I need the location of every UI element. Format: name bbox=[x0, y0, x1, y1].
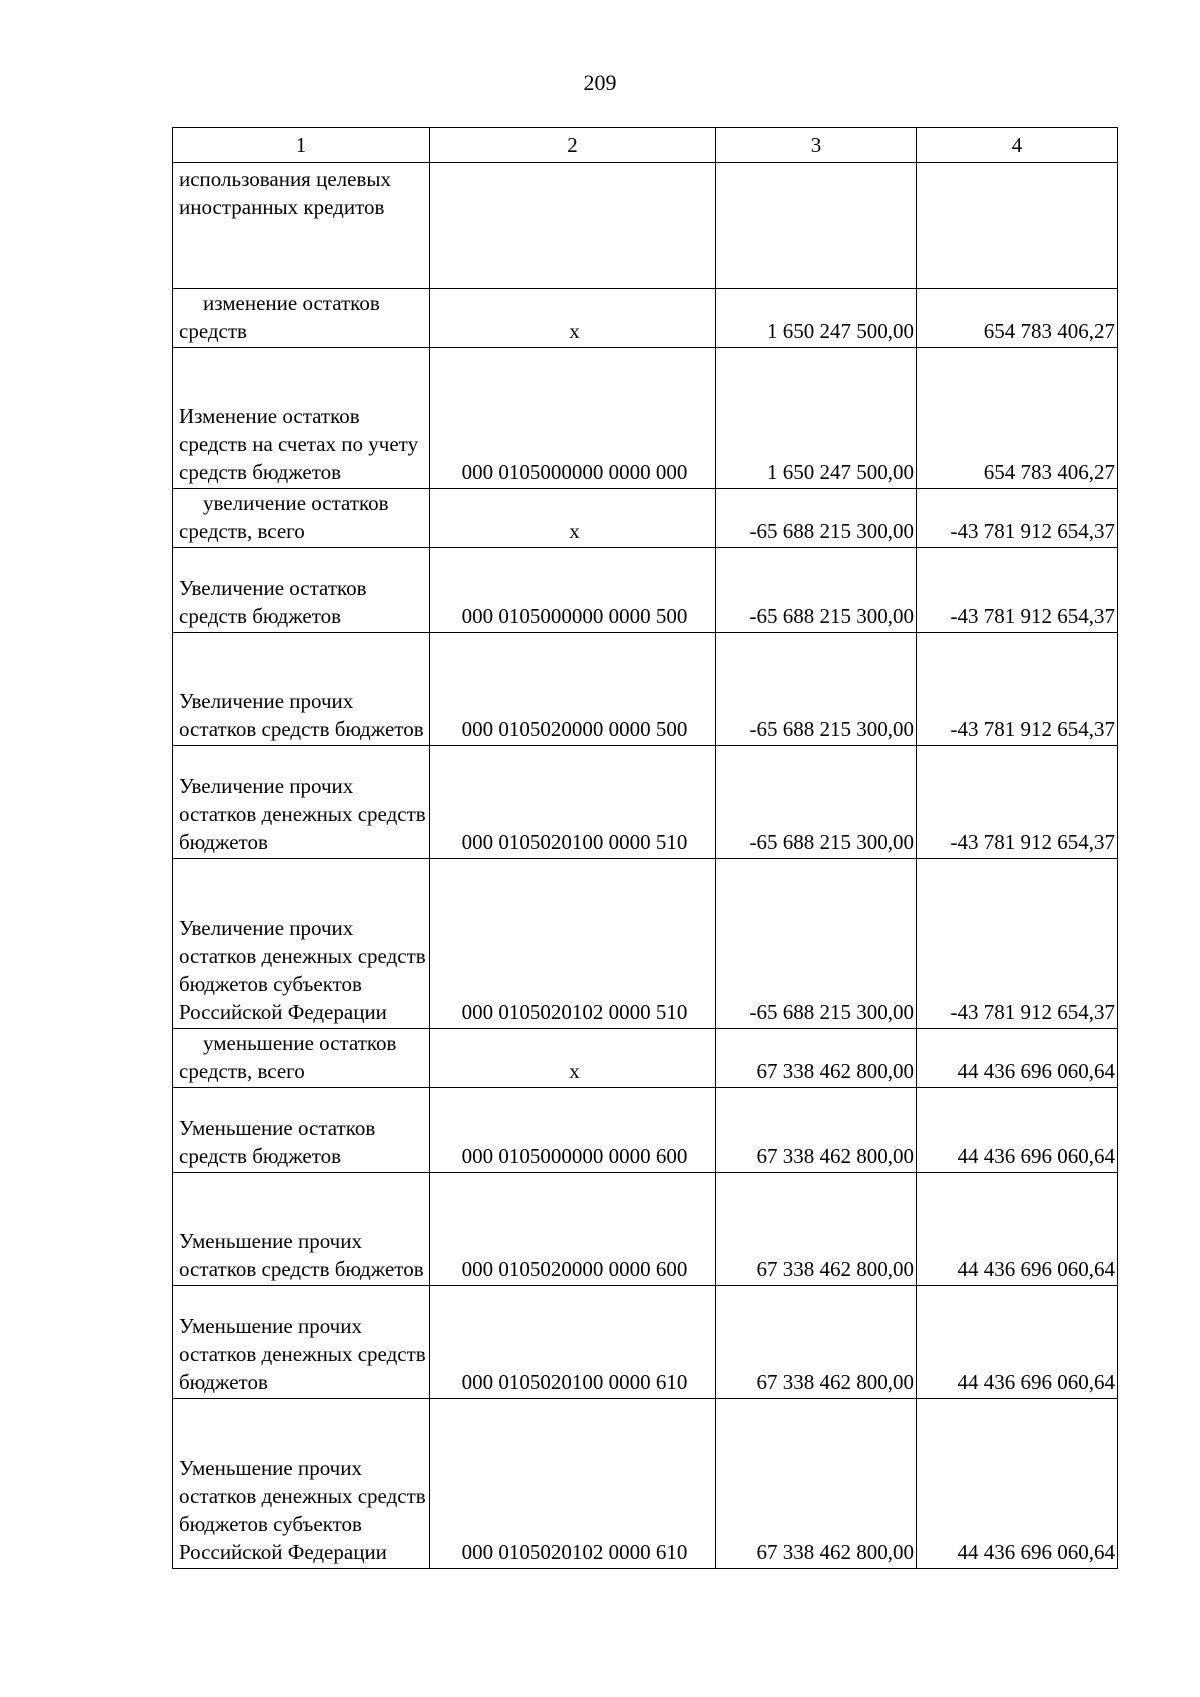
row-value-col4: 654 783 406,27 bbox=[917, 348, 1118, 489]
row-name: Изменение остатков средств на счетах по учету средств бюджетов bbox=[173, 348, 430, 489]
row-code: x bbox=[430, 289, 716, 348]
table-row bbox=[173, 548, 1118, 633]
row-code: 000 0105020102 0000 610 bbox=[430, 1399, 716, 1569]
table-row bbox=[173, 489, 1118, 548]
row-value-col3: 67 338 462 800,00 bbox=[716, 1399, 917, 1569]
row-value-col3: -65 688 215 300,00 bbox=[716, 489, 917, 548]
row-value-col4: 44 436 696 060,64 bbox=[917, 1286, 1118, 1399]
row-value-col4: -43 781 912 654,37 bbox=[917, 859, 1118, 1029]
page-number: 209 bbox=[583, 70, 617, 95]
row-code: 000 0105000000 0000 000 bbox=[430, 348, 716, 489]
row-value-col3: 1 650 247 500,00 bbox=[716, 348, 917, 489]
row-name: Уменьшение остатков средств бюджетов bbox=[173, 1088, 430, 1173]
row-value-col3: 67 338 462 800,00 bbox=[716, 1173, 917, 1286]
table-row bbox=[173, 859, 1118, 1029]
row-code: 000 0105020000 0000 600 bbox=[430, 1173, 716, 1286]
row-value-col3: 67 338 462 800,00 bbox=[716, 1088, 917, 1173]
row-code: 000 0105020102 0000 510 bbox=[430, 859, 716, 1029]
row-value-col4: 44 436 696 060,64 bbox=[917, 1399, 1118, 1569]
row-name: уменьшение остатков средств, всего bbox=[173, 1029, 430, 1088]
row-value-col3: 1 650 247 500,00 bbox=[716, 289, 917, 348]
row-code: x bbox=[430, 1029, 716, 1088]
table-row bbox=[173, 633, 1118, 746]
header-cell-1: 1 bbox=[173, 128, 430, 163]
row-name: изменение остатков средств bbox=[173, 289, 430, 348]
row-code: 000 0105020100 0000 510 bbox=[430, 746, 716, 859]
table-row bbox=[173, 1286, 1118, 1399]
row-value-col4 bbox=[917, 163, 1118, 289]
table-row bbox=[173, 1173, 1118, 1286]
header-cell-3: 3 bbox=[716, 128, 917, 163]
table-row bbox=[173, 746, 1118, 859]
row-name: использования целевых иностранных кредитов bbox=[173, 163, 430, 289]
row-code: x bbox=[430, 489, 716, 548]
row-code: 000 0105020000 0000 500 bbox=[430, 633, 716, 746]
row-code: 000 0105020100 0000 610 bbox=[430, 1286, 716, 1399]
table-row bbox=[173, 1399, 1118, 1569]
table-row bbox=[173, 1029, 1118, 1088]
row-value-col4: 44 436 696 060,64 bbox=[917, 1029, 1118, 1088]
row-name: Увеличение прочих остатков денежных средств бюджетов bbox=[173, 746, 430, 859]
row-code: 000 0105000000 0000 500 bbox=[430, 548, 716, 633]
row-name: Уменьшение прочих остатков средств бюджетов bbox=[173, 1173, 430, 1286]
row-value-col4: 44 436 696 060,64 bbox=[917, 1173, 1118, 1286]
table-row bbox=[173, 163, 1118, 289]
row-value-col3: -65 688 215 300,00 bbox=[716, 746, 917, 859]
header-cell-2: 2 bbox=[430, 128, 716, 163]
row-name: увеличение остатков средств, всего bbox=[173, 489, 430, 548]
row-value-col4: 44 436 696 060,64 bbox=[917, 1088, 1118, 1173]
budget-sources-table bbox=[172, 127, 1118, 1569]
row-value-col3: -65 688 215 300,00 bbox=[716, 548, 917, 633]
row-name: Увеличение прочих остатков средств бюджетов bbox=[173, 633, 430, 746]
row-value-col3: 67 338 462 800,00 bbox=[716, 1286, 917, 1399]
row-name: Уменьшение прочих остатков денежных средств бюджетов субъектов Российской Федерации bbox=[173, 1399, 430, 1569]
row-value-col3 bbox=[716, 163, 917, 289]
table-row bbox=[173, 289, 1118, 348]
table-row bbox=[173, 348, 1118, 489]
row-value-col3: -65 688 215 300,00 bbox=[716, 633, 917, 746]
row-name: Увеличение остатков средств бюджетов bbox=[173, 548, 430, 633]
row-name: Уменьшение прочих остатков денежных средств бюджетов bbox=[173, 1286, 430, 1399]
row-value-col3: -65 688 215 300,00 bbox=[716, 859, 917, 1029]
row-code bbox=[430, 163, 716, 289]
row-value-col4: -43 781 912 654,37 bbox=[917, 633, 1118, 746]
table-header-row bbox=[173, 128, 1118, 163]
row-value-col4: -43 781 912 654,37 bbox=[917, 548, 1118, 633]
row-value-col4: -43 781 912 654,37 bbox=[917, 746, 1118, 859]
row-value-col3: 67 338 462 800,00 bbox=[716, 1029, 917, 1088]
header-cell-4: 4 bbox=[917, 128, 1118, 163]
row-name: Увеличение прочих остатков денежных средств бюджетов субъектов Российской Федерации bbox=[173, 859, 430, 1029]
row-value-col4: 654 783 406,27 bbox=[917, 289, 1118, 348]
table-row bbox=[173, 1088, 1118, 1173]
row-code: 000 0105000000 0000 600 bbox=[430, 1088, 716, 1173]
row-value-col4: -43 781 912 654,37 bbox=[917, 489, 1118, 548]
